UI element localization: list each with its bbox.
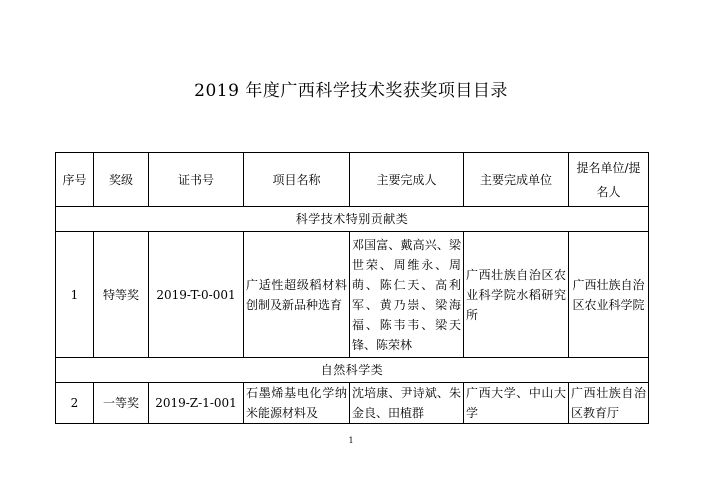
cell-nominator: 广西壮族自治区农业科学院 bbox=[569, 232, 649, 358]
cell-project: 石墨烯基电化学纳米能源材料及 bbox=[244, 383, 350, 424]
cell-people: 邓国富、戴高兴、梁世荣、周维永、周萌、陈仁天、高利军、黄乃崇、梁海福、陈韦韦、梁天锋、陈荣林 bbox=[350, 232, 464, 358]
header-unit: 主要完成单位 bbox=[464, 153, 569, 207]
header-level: 奖级 bbox=[94, 153, 149, 207]
cell-people: 沈培康、尹诗斌、朱金良、田植群 bbox=[350, 383, 464, 424]
header-nominator: 提名单位/提名人 bbox=[569, 153, 649, 207]
awards-table bbox=[55, 152, 649, 424]
header-no: 序号 bbox=[56, 153, 94, 207]
cell-cert: 2019-Z-1-001 bbox=[149, 383, 244, 424]
cell-level: 一等奖 bbox=[94, 383, 149, 424]
section-row bbox=[56, 358, 649, 383]
cell-unit: 广西大学、中山大学 bbox=[464, 383, 569, 424]
cell-cert: 2019-T-0-001 bbox=[149, 232, 244, 358]
cell-nominator: 广西壮族自治区教育厅 bbox=[569, 383, 649, 424]
header-people: 主要完成人 bbox=[350, 153, 464, 207]
table-row bbox=[56, 383, 649, 424]
cell-no: 1 bbox=[56, 232, 94, 358]
cell-level: 特等奖 bbox=[94, 232, 149, 358]
section-row bbox=[56, 207, 649, 232]
header-project: 项目名称 bbox=[244, 153, 350, 207]
table-row bbox=[56, 232, 649, 358]
page-title: 2019 年度广西科学技术奖获奖项目目录 bbox=[194, 81, 508, 101]
table-header-row bbox=[56, 153, 649, 207]
cell-no: 2 bbox=[56, 383, 94, 424]
cell-project: 广适性超级稻材料创制及新品种选育 bbox=[244, 232, 350, 358]
header-cert: 证书号 bbox=[149, 153, 244, 207]
page-number: 1 bbox=[348, 436, 354, 445]
section-title: 科学技术特别贡献类 bbox=[56, 207, 649, 232]
section-title: 自然科学类 bbox=[56, 358, 649, 383]
cell-unit: 广西壮族自治区农业科学院水稻研究所 bbox=[464, 232, 569, 358]
